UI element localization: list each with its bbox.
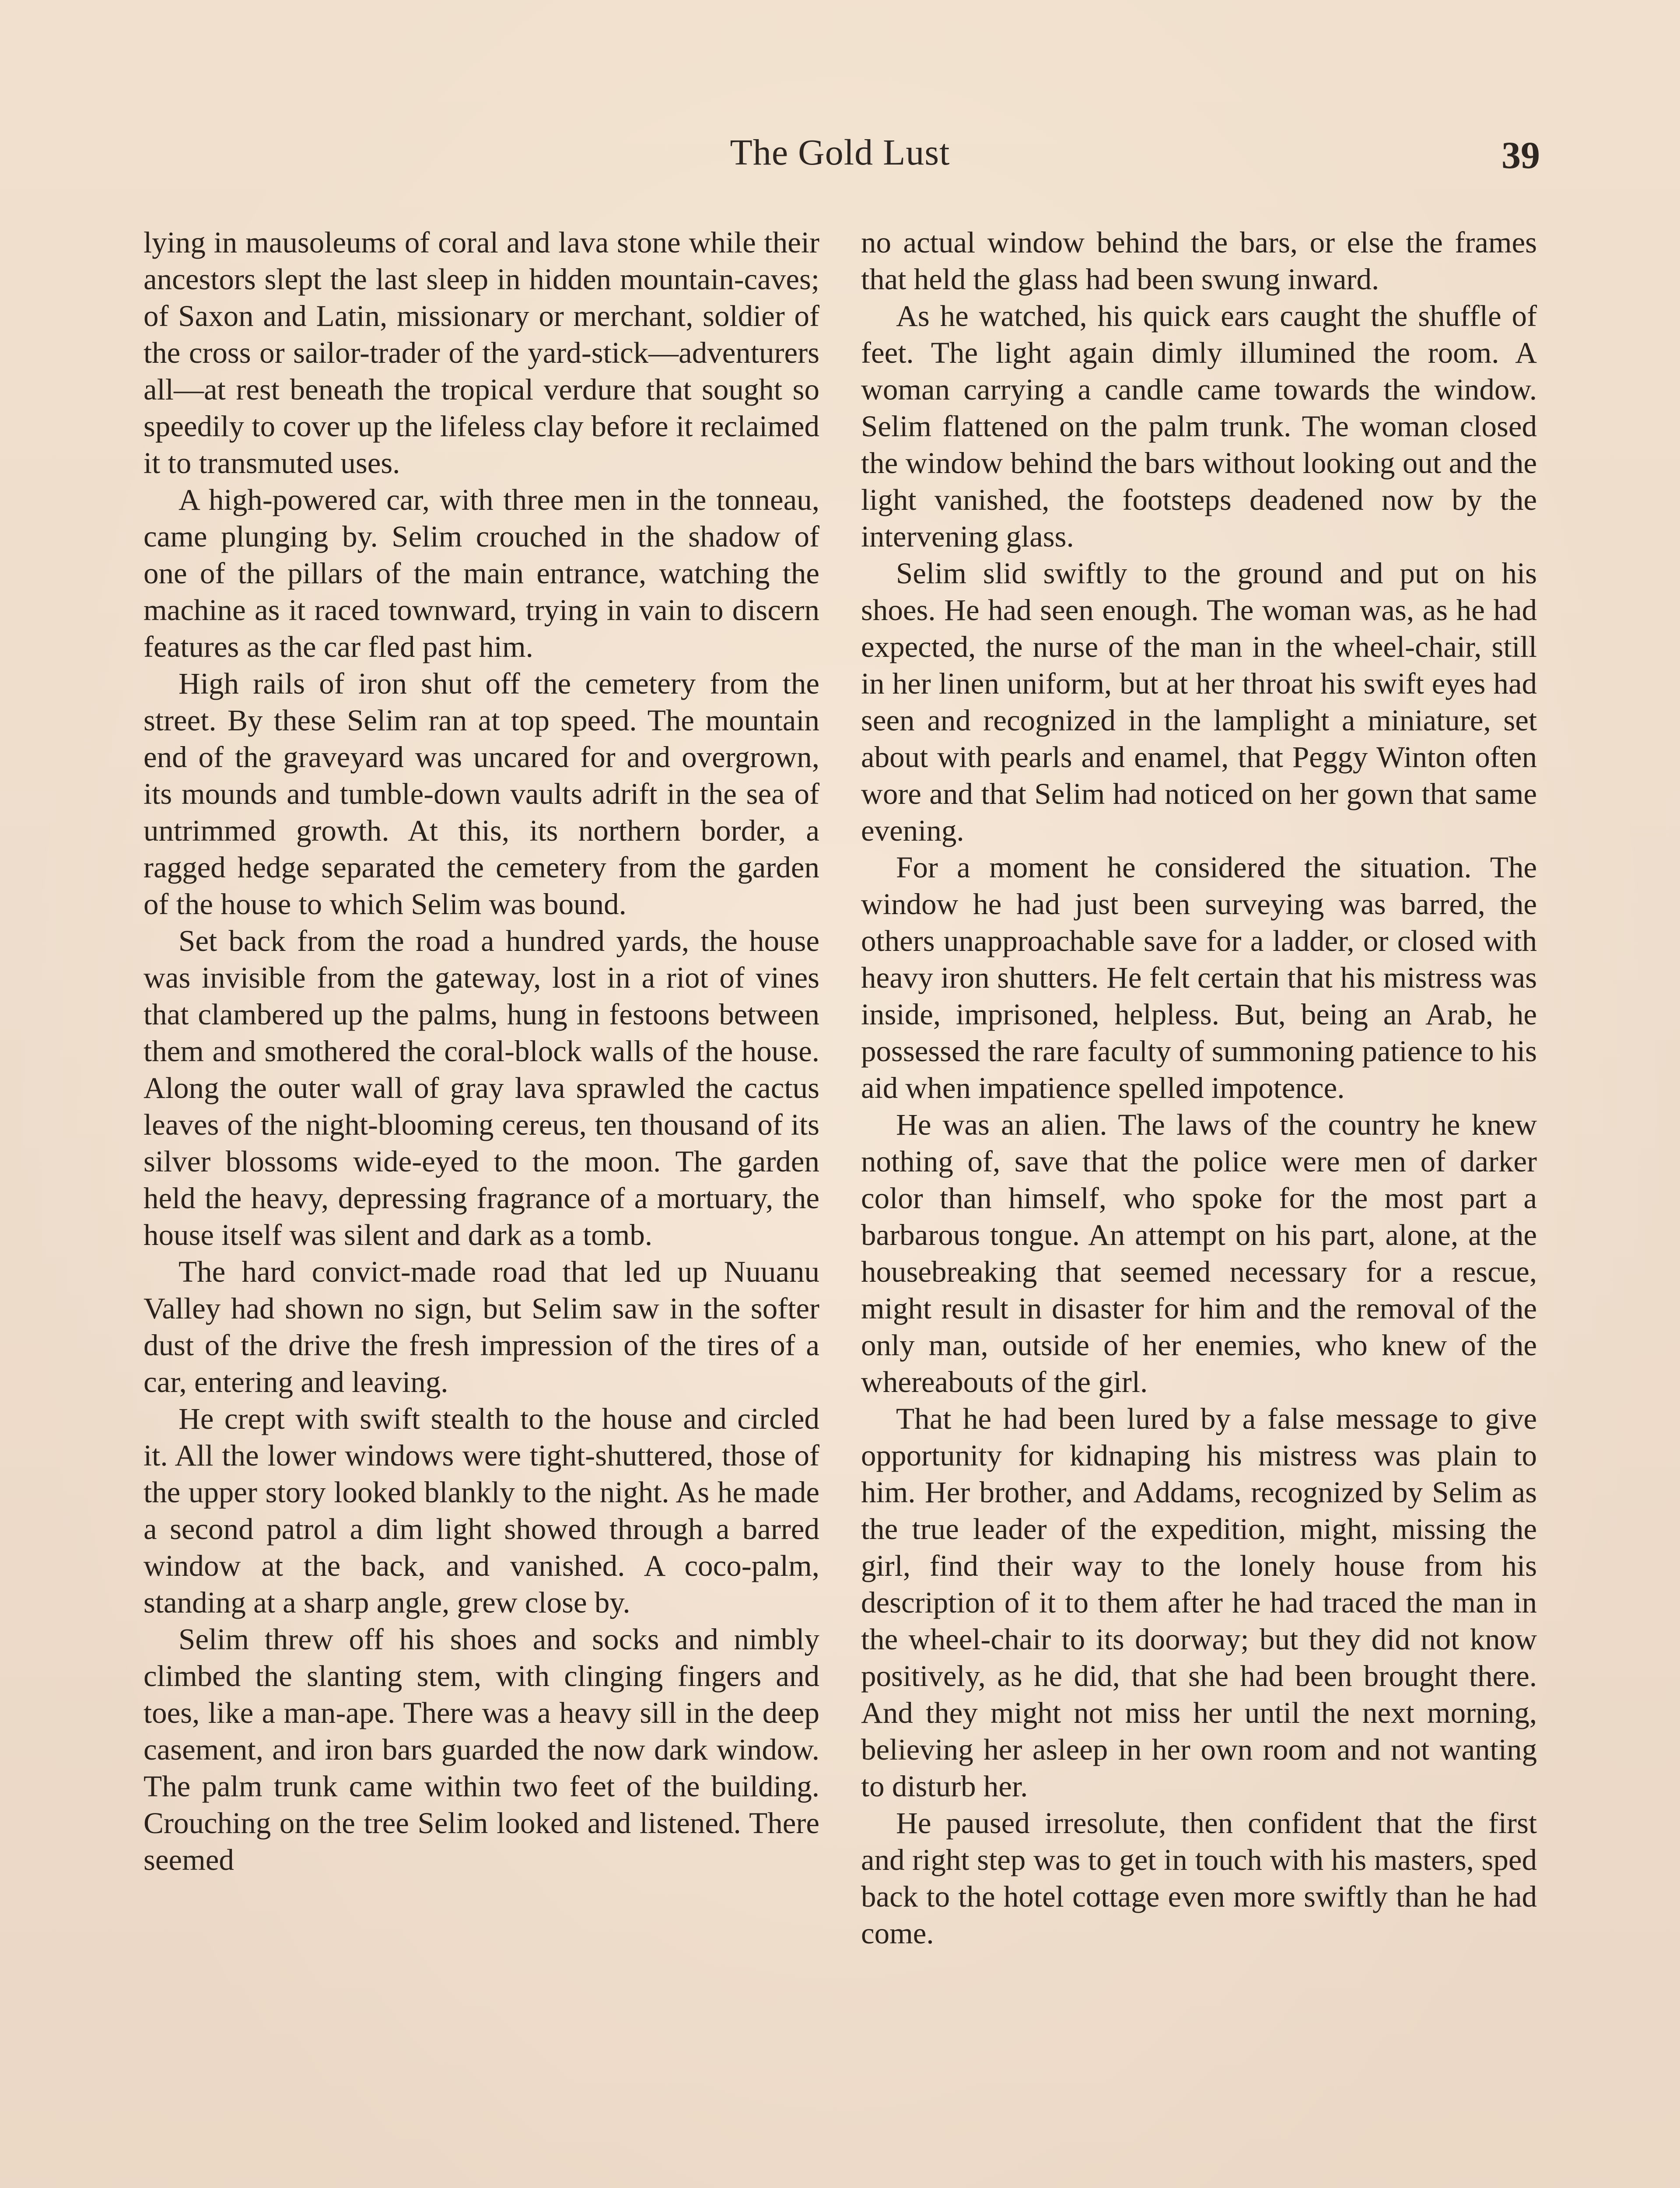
paragraph: High rails of iron shut off the cemetery from the street. By these Selim ran at top speed. The mountain end of the graveyard was uncared for and overgrown, its mounds and tumble-down vaults adrift in the sea of untrimmed growth. At this, its northern border, a ragged hedge separated the cemetery from the garden of the house to which Selim was bound. xyxy=(144,667,819,921)
paragraph: He paused irresolute, then confident that the first and right step was to get in touch with his masters, sped back to the hotel cottage even more swiftly than he had come. xyxy=(861,1806,1537,1950)
paragraph: lying in mausoleums of coral and lava stone while their ancestors slept the last sleep in hidden mountain-caves; of Saxon and Latin, missionary or merchant, soldier of the cross or sailor-trader of the yard-stick—adventurers all—at rest beneath the tropical verdure that sought so speedily to cover up the lifeless clay before it reclaimed it to transmuted uses. xyxy=(144,226,819,480)
paragraph: Selim threw off his shoes and socks and nimbly climbed the slanting stem, with clinging fingers and toes, like a man-ape. There was a heavy sill in the deep casement, and iron bars guarded the now dark window. The palm trunk came within two feet of the building. Crouching on the tree Selim looked and listened. There seemed xyxy=(144,1623,819,1876)
paragraph: He crept with swift stealth to the house and circled it. All the lower windows were tight-shuttered, those of the upper story looked blankly to the night. As he made a second patrol a dim light showed through a barred window at the back, and vanished. A coco-palm, standing at a sharp angle, grew close by. xyxy=(144,1402,819,1619)
paragraph: For a moment he considered the situation. The window he had just been surveying was barred, the others unapproachable save for a ladder, or closed with heavy iron shutters. He felt certain that his mistress was inside, imprisoned, helpless. But, being an Arab, he possessed the rare faculty of summoning patience to his aid when impatience spelled impotence. xyxy=(861,851,1537,1105)
running-title: The Gold Lust xyxy=(730,132,950,173)
paragraph: A high-powered car, with three men in the tonneau, came plunging by. Selim crouched in the shadow of one of the pillars of the main entrance, watching the machine as it raced townward, trying in vain to discern features as the car fled past him. xyxy=(144,483,819,663)
paragraph: As he watched, his quick ears caught the shuffle of feet. The light again dimly illumined the room. A woman carrying a candle came towards the window. Selim flattened on the palm trunk. The woman closed the window behind the bars without looking out and the light vanished, the footsteps deadened now by the intervening glass. xyxy=(861,299,1537,553)
paragraph: Set back from the road a hundred yards, the house was invisible from the gateway, lost in a riot of vines that clambered up the palms, hung in festoons between them and smothered the coral-block walls of the house. Along the outer wall of gray lava sprawled the cactus leaves of the night-blooming cereus, ten thousand of its silver blossoms wide-eyed to the moon. The garden held the heavy, depressing fragrance of a mortuary, the house itself was silent and dark as a tomb. xyxy=(144,924,819,1252)
paragraph: no actual window behind the bars, or else the frames that held the glass had been swung inward. xyxy=(861,226,1537,296)
right-column xyxy=(861,224,1537,1952)
paragraph: He was an alien. The laws of the country he knew nothing of, save that the police were men of darker color than himself, who spoke for the most part a barbarous tongue. An attempt on his part, alone, at the housebreaking that seemed necessary for a rescue, might result in disaster for him and the removal of the only man, outside of her enemies, who knew of the whereabouts of the girl. xyxy=(861,1108,1537,1399)
paragraph: That he had been lured by a false message to give opportunity for kidnaping his mistress was plain to him. Her brother, and Addams, recognized by Selim as the true leader of the expedition, might, missing the girl, find their way to the lonely house from his description of it to them after he had traced the man in the wheel-chair to its doorway; but they did not know positively, as he did, that she had been brought there. And they might not miss her until the next morning, believing her asleep in her own room and not wanting to disturb her. xyxy=(861,1402,1537,1803)
paragraph: Selim slid swiftly to the ground and put on his shoes. He had seen enough. The woman was, as he had expected, the nurse of the man in the wheel-chair, still in her linen uniform, but at her throat his swift eyes had seen and recognized in the lamplight a miniature, set about with pearls and enamel, that Peggy Winton often wore and that Selim had noticed on her gown that same evening. xyxy=(861,557,1537,847)
paragraph: The hard convict-made road that led up Nuuanu Valley had shown no sign, but Selim saw in the softer dust of the drive the fresh impression of the tires of a car, entering and leaving. xyxy=(144,1255,819,1399)
left-column xyxy=(144,224,819,1878)
page-number: 39 xyxy=(1502,134,1540,177)
